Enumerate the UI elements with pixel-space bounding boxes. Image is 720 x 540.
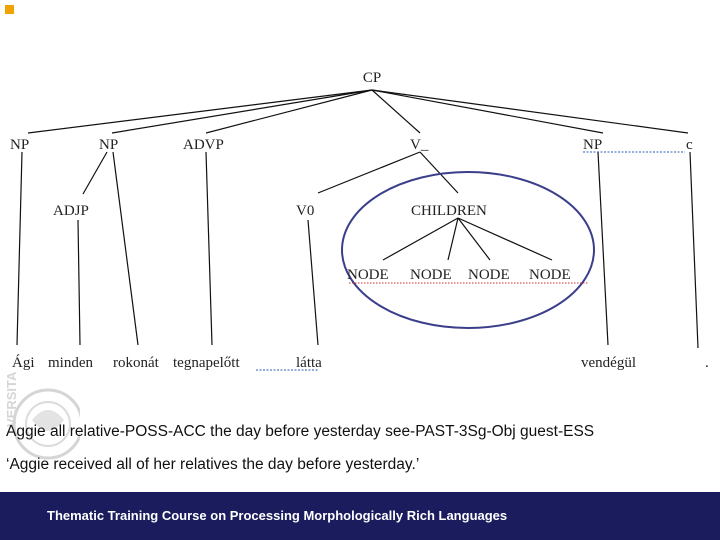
footer-title: Thematic Training Course on Processing Morphologically Rich Languages — [47, 508, 508, 523]
node-label-3: NODE — [468, 267, 510, 283]
children-highlight-ellipse — [342, 172, 594, 328]
children-node: CHILDREN — [411, 203, 487, 219]
c-node: c — [686, 137, 693, 153]
np-node-2: NP — [99, 137, 119, 153]
word-latta: látta — [296, 355, 322, 371]
word-tegnapelott: tegnapelőtt — [173, 355, 240, 371]
word-minden: minden — [48, 355, 93, 371]
node-label-1: NODE — [347, 267, 389, 283]
advp-node: ADVP — [183, 137, 224, 153]
word-agi: Ági — [12, 355, 35, 371]
seal-text: VERSITA — [4, 372, 19, 427]
word-rokonat: rokonát — [113, 355, 159, 371]
adjp-node: ADJP — [53, 203, 89, 219]
v0-node: V0 — [296, 203, 315, 219]
word-vendegul: vendégül — [581, 355, 636, 371]
tree-edges — [17, 90, 698, 348]
node-label-4: NODE — [529, 267, 571, 283]
footer-bar — [0, 492, 720, 540]
v-bar-node: V_ — [410, 137, 429, 153]
word-period: . — [705, 355, 709, 371]
gloss-line: Aggie all relative-POSS-ACC the day before yesterday see-PAST-3Sg-Obj guest-ESS — [6, 423, 595, 440]
cp-node: CP — [362, 70, 382, 86]
node-label-2: NODE — [410, 267, 452, 283]
np-node-3: NP — [583, 137, 603, 153]
np-node-1: NP — [10, 137, 30, 153]
translation-line: ‘Aggie received all of her relatives the day before yesterday.’ — [6, 456, 420, 473]
